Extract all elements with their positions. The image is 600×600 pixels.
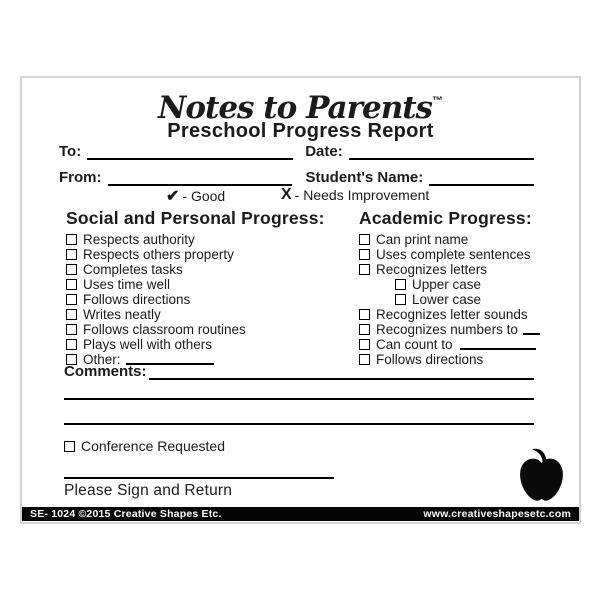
title-text: Notes to Parents <box>157 90 433 126</box>
comments-line-1 <box>149 374 534 380</box>
item-label: Upper case <box>412 277 482 292</box>
comments-line-3 <box>64 423 534 425</box>
item-label: Lower case <box>412 292 482 307</box>
checklist-item <box>66 262 351 277</box>
legend-good-label: - Good <box>182 188 226 204</box>
checklist-item <box>359 247 577 262</box>
signature-line <box>64 477 334 479</box>
checklist-item-numbers-to <box>359 322 577 337</box>
footer-website: www.creativeshapesetc.com <box>423 508 571 520</box>
page-title <box>22 84 579 125</box>
checkbox-icon[interactable] <box>395 294 406 305</box>
count-to-field-line <box>460 339 536 350</box>
item-label: Writes neatly <box>83 307 161 322</box>
legend-good <box>166 186 225 206</box>
date-label: Date: <box>305 143 343 160</box>
checkbox-icon[interactable] <box>359 324 370 335</box>
checkbox-icon[interactable] <box>66 324 77 335</box>
x-mark-icon: X <box>281 186 292 203</box>
item-label: Respects others property <box>83 247 234 262</box>
checklist-item <box>66 337 351 352</box>
student-name-label: Student's Name: <box>305 169 424 186</box>
checklist-item-sub <box>395 292 577 307</box>
checkbox-icon[interactable] <box>395 279 406 290</box>
comments-row <box>64 364 534 380</box>
to-date-row <box>59 142 534 160</box>
checklist-item <box>359 262 577 277</box>
to-field-line <box>87 154 293 160</box>
checklist-item <box>359 307 577 322</box>
checkbox-icon[interactable] <box>66 279 77 290</box>
item-label: Other: <box>83 352 121 367</box>
footer-bar <box>22 507 579 521</box>
comments-line-2 <box>64 398 534 400</box>
conference-requested-label: Conference Requested <box>81 438 225 454</box>
item-label: Follows directions <box>376 352 484 367</box>
from-label: From: <box>59 169 102 186</box>
sign-and-return-label: Please Sign and Return <box>64 482 233 499</box>
item-label: Follows classroom routines <box>83 322 246 337</box>
item-label: Plays well with others <box>83 337 213 352</box>
checkbox-icon[interactable] <box>66 264 77 275</box>
social-section-heading: Social and Personal Progress: <box>66 208 325 228</box>
date-field-line <box>349 154 534 160</box>
checkbox-icon[interactable] <box>64 441 75 452</box>
rating-legend <box>22 186 579 203</box>
academic-section-heading: Academic Progress: <box>359 208 532 228</box>
checklist-item <box>359 232 577 247</box>
item-label: Completes tasks <box>83 262 183 277</box>
footer-product-code: SE- 1024 ©2015 Creative Shapes Etc. <box>30 508 222 520</box>
checkbox-icon[interactable] <box>359 264 370 275</box>
checkbox-icon[interactable] <box>66 234 77 245</box>
progress-report-card <box>20 76 581 524</box>
checklist-item-count-to <box>359 337 577 352</box>
item-label: Uses complete sentences <box>376 247 531 262</box>
item-label: Respects authority <box>83 232 195 247</box>
item-label: Uses time well <box>83 277 171 292</box>
apple-icon <box>518 448 565 503</box>
trademark-symbol: ™ <box>432 95 444 107</box>
item-label: Recognizes letter sounds <box>376 307 528 322</box>
checkbox-icon[interactable] <box>359 249 370 260</box>
comments-label: Comments: <box>64 363 147 380</box>
checkbox-icon[interactable] <box>359 234 370 245</box>
legend-needs-improvement <box>281 186 429 204</box>
page-subtitle: Preschool Progress Report <box>167 120 434 142</box>
numbers-to-field-line <box>523 324 540 335</box>
item-label: Can print name <box>376 232 469 247</box>
checkbox-icon[interactable] <box>66 249 77 260</box>
checkbox-icon[interactable] <box>359 339 370 350</box>
checkbox-icon[interactable] <box>359 309 370 320</box>
item-label: Follows directions <box>83 292 191 307</box>
to-label: To: <box>59 143 82 160</box>
social-progress-section <box>66 209 351 367</box>
checklist-item <box>66 247 351 262</box>
legend-needs-label: - Needs Improvement <box>294 187 430 203</box>
item-label: Recognizes letters <box>376 262 488 277</box>
checkbox-icon[interactable] <box>66 294 77 305</box>
conference-requested-row <box>64 438 225 454</box>
checklist-item <box>66 307 351 322</box>
checkmark-icon: ✔ <box>166 188 180 205</box>
item-label: Recognizes numbers to <box>376 322 518 337</box>
checklist-item-sub <box>395 277 577 292</box>
academic-progress-section <box>359 209 577 367</box>
checklist-item <box>66 232 351 247</box>
item-label: Can count to <box>376 337 453 352</box>
checkbox-icon[interactable] <box>66 339 77 350</box>
from-student-row <box>59 168 534 186</box>
checklist-item <box>66 292 351 307</box>
checklist-item <box>66 322 351 337</box>
checklist-item <box>66 277 351 292</box>
checkbox-icon[interactable] <box>66 309 77 320</box>
